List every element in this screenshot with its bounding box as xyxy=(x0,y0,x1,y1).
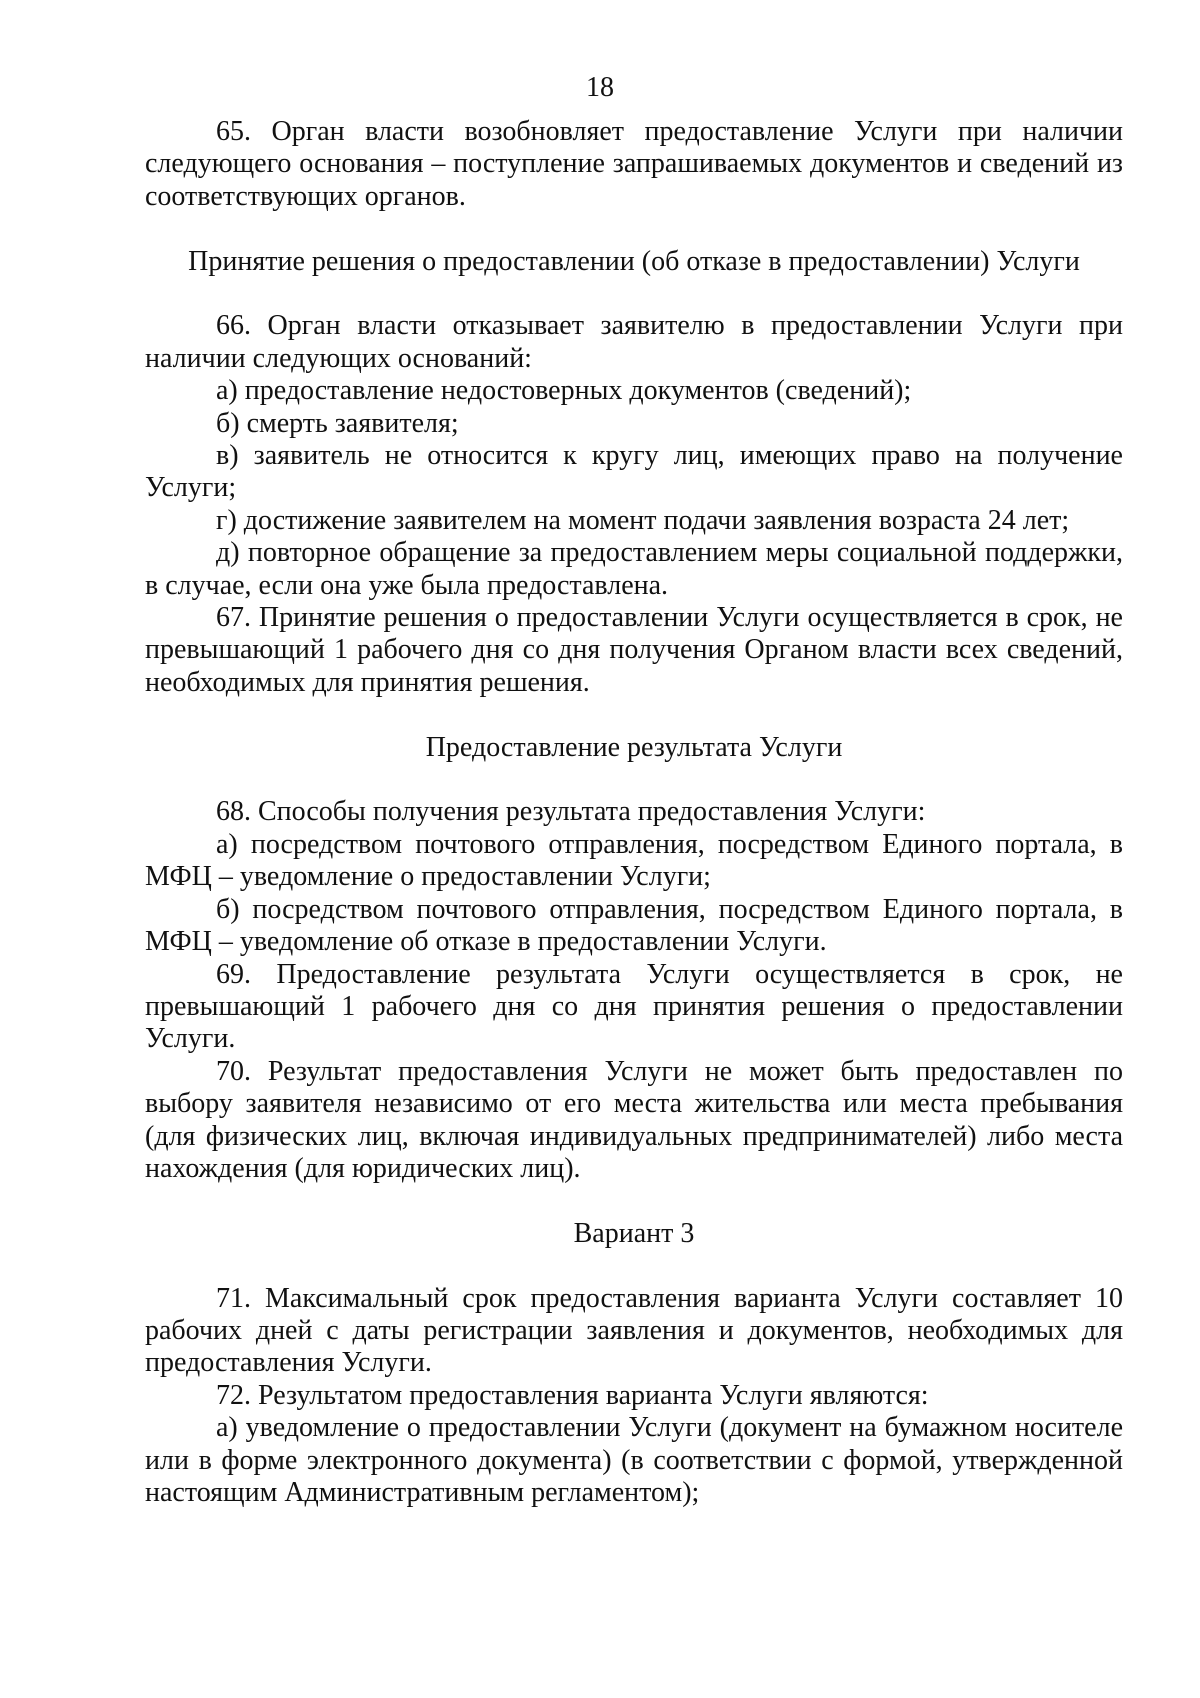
paragraph-66-d: д) повторное обращение за предоставлением меры социальной поддержки, в случае, если она уже была предоставлена. xyxy=(145,537,1123,601)
page-number: 18 xyxy=(586,72,614,103)
paragraph-65: 65. Орган власти возобновляет предоставление Услуги при наличии следующего основания – поступление запрашиваемых документов и сведений из соответствующих органов. xyxy=(145,116,1123,212)
paragraph-66-b: б) смерть заявителя; xyxy=(216,407,459,439)
paragraph-68: 68. Способы получения результата предоставления Услуги: xyxy=(216,796,926,828)
spacer xyxy=(145,1185,1123,1217)
section-heading-result: Предоставление результата Услуги xyxy=(425,731,843,763)
paragraph-72: 72. Результатом предоставления варианта Услуги являются: xyxy=(216,1379,929,1411)
paragraph-67: 67. Принятие решения о предоставлении Услуги осуществляется в срок, не превышающий 1 рабочего дня со дня получения Органом власти всех сведений, необходимых для принятия решения. xyxy=(145,602,1123,698)
paragraph-70: 70. Результат предоставления Услуги не может быть предоставлен по выбору заявителя независимо от его места жительства или места пребывания (для физических лиц, включая индивидуальных предпринимателей) либо места нахождения (для юридических лиц). xyxy=(145,1055,1123,1184)
paragraph-66-a: а) предоставление недостоверных документов (сведений); xyxy=(216,375,912,407)
document-body xyxy=(145,116,1123,1509)
spacer xyxy=(145,1250,1123,1282)
spacer xyxy=(145,278,1123,310)
paragraph-66-g: г) достижение заявителем на момент подачи заявления возраста 24 лет; xyxy=(216,504,1070,536)
paragraph-72-a: а) уведомление о предоставлении Услуги (документ на бумажном носителе или в форме электронного документа) (в соответствии с формой, утвержденной настоящим Административным регламентом); xyxy=(145,1412,1123,1508)
section-heading-variant-3: Вариант 3 xyxy=(573,1217,695,1249)
section-heading-decision: Принятие решения о предоставлении (об отказе в предоставлении) Услуги xyxy=(188,245,1080,277)
spacer xyxy=(145,699,1123,731)
paragraph-69: 69. Предоставление результата Услуги осуществляется в срок, не превышающий 1 рабочего дня со дня принятия решения о предоставлении Услуги. xyxy=(145,958,1123,1055)
paragraph-66-v: в) заявитель не относится к кругу лиц, имеющих право на получение Услуги; xyxy=(145,440,1123,504)
paragraph-71: 71. Максимальный срок предоставления варианта Услуги составляет 10 рабочих дней с даты регистрации заявления и документов, необходимых для предоставления Услуги. xyxy=(145,1282,1123,1379)
spacer xyxy=(145,764,1123,796)
paragraph-68-b: б) посредством почтового отправления, посредством Единого портала, в МФЦ – уведомление об отказе в предоставлении Услуги. xyxy=(145,893,1123,958)
paragraph-66: 66. Орган власти отказывает заявителю в предоставлении Услуги при наличии следующих оснований: xyxy=(145,310,1123,374)
spacer xyxy=(145,213,1123,245)
paragraph-68-a: а) посредством почтового отправления, посредством Единого портала, в МФЦ – уведомление о предоставлении Услуги; xyxy=(145,828,1123,893)
